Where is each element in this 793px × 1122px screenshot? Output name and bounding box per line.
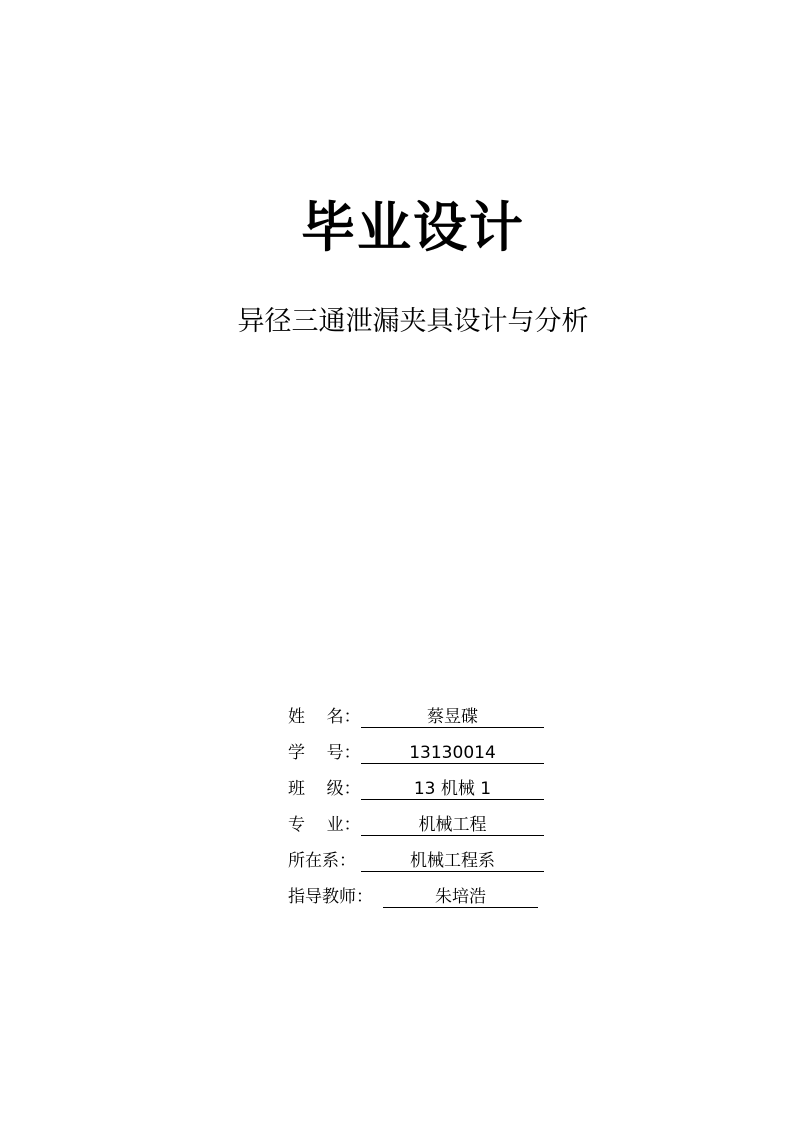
info-row-name bbox=[288, 702, 558, 738]
info-row-class bbox=[288, 774, 558, 810]
department-label: 所在系： bbox=[288, 851, 356, 871]
page-title: 毕业设计 bbox=[301, 196, 525, 259]
info-row-department bbox=[288, 846, 558, 882]
student-info-block bbox=[288, 702, 558, 918]
class-label: 班 级： bbox=[288, 779, 361, 799]
advisor-value: 朱培浩 bbox=[383, 882, 538, 908]
student-id-label: 学 号： bbox=[288, 743, 361, 763]
name-value: 蔡昱碟 bbox=[361, 702, 544, 728]
info-row-major bbox=[288, 810, 558, 846]
thesis-topic-title: 异径三通泄漏夹具设计与分析 bbox=[237, 306, 589, 337]
student-id-value: 13130014 bbox=[361, 738, 544, 764]
name-label: 姓 名： bbox=[288, 707, 361, 727]
advisor-label: 指导教师： bbox=[288, 887, 373, 907]
class-value: 13 机械 1 bbox=[361, 774, 544, 800]
info-row-advisor bbox=[288, 882, 558, 918]
major-value: 机械工程 bbox=[361, 810, 544, 836]
major-label: 专 业： bbox=[288, 815, 361, 835]
department-value: 机械工程系 bbox=[361, 846, 544, 872]
info-row-student-id bbox=[288, 738, 558, 774]
